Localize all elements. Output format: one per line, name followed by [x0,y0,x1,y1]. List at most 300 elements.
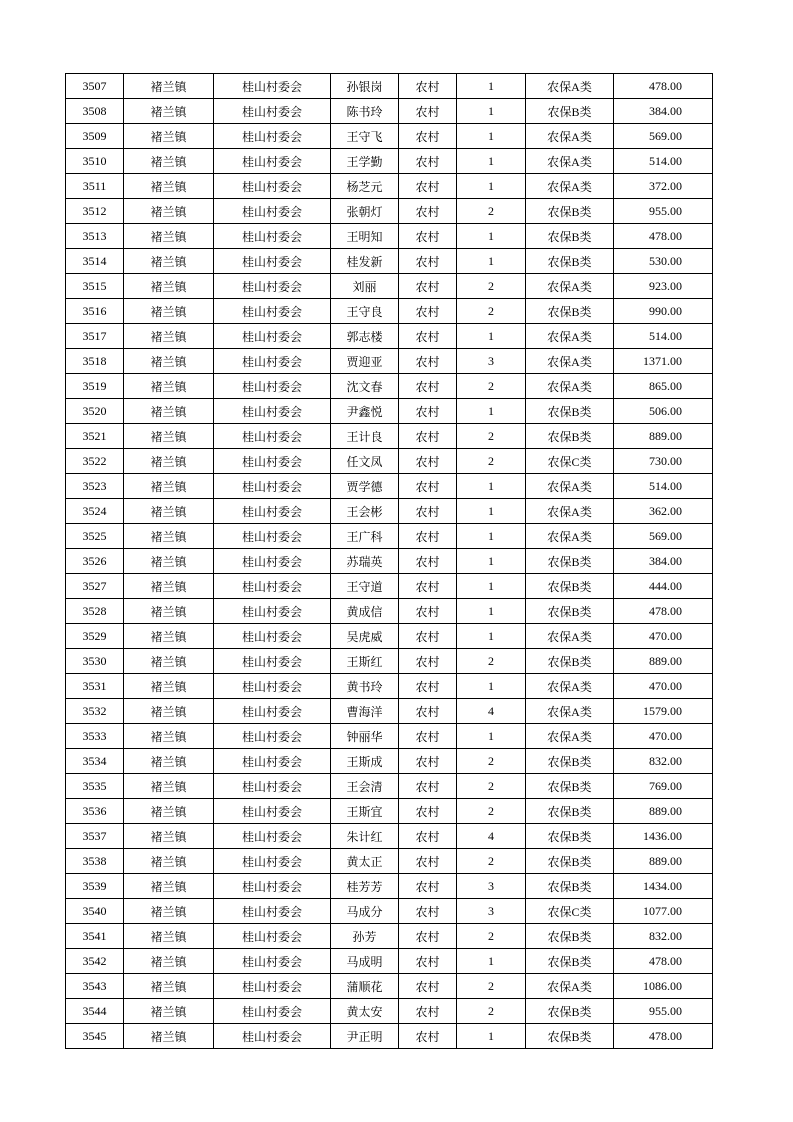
cell-amount: 889.00 [614,649,713,674]
cell-category: 农保C类 [526,449,614,474]
table-row [66,524,713,549]
cell-town: 褚兰镇 [124,174,214,199]
cell-amount: 1077.00 [614,899,713,924]
cell-village: 桂山村委会 [214,274,331,299]
cell-village: 桂山村委会 [214,874,331,899]
cell-name: 任文凤 [331,449,399,474]
cell-persons: 1 [457,574,526,599]
cell-residence: 农村 [399,824,457,849]
cell-persons: 1 [457,249,526,274]
cell-town: 褚兰镇 [124,674,214,699]
cell-residence: 农村 [399,324,457,349]
cell-persons: 1 [457,949,526,974]
cell-residence: 农村 [399,524,457,549]
table-row [66,249,713,274]
cell-category: 农保A类 [526,474,614,499]
cell-amount: 923.00 [614,274,713,299]
cell-village: 桂山村委会 [214,174,331,199]
cell-village: 桂山村委会 [214,974,331,999]
cell-amount: 478.00 [614,949,713,974]
cell-town: 褚兰镇 [124,449,214,474]
cell-persons: 1 [457,474,526,499]
cell-name: 贾迎亚 [331,349,399,374]
cell-town: 褚兰镇 [124,724,214,749]
cell-residence: 农村 [399,874,457,899]
cell-residence: 农村 [399,349,457,374]
cell-residence: 农村 [399,674,457,699]
cell-serial: 3536 [66,799,124,824]
cell-village: 桂山村委会 [214,349,331,374]
cell-category: 农保B类 [526,749,614,774]
table-row [66,399,713,424]
cell-village: 桂山村委会 [214,374,331,399]
cell-town: 褚兰镇 [124,74,214,99]
cell-town: 褚兰镇 [124,924,214,949]
cell-name: 蒲顺花 [331,974,399,999]
cell-amount: 470.00 [614,724,713,749]
cell-name: 王守飞 [331,124,399,149]
cell-category: 农保B类 [526,249,614,274]
subsidy-table [65,73,713,1049]
cell-persons: 2 [457,799,526,824]
cell-persons: 2 [457,274,526,299]
cell-persons: 1 [457,149,526,174]
table-row [66,849,713,874]
cell-village: 桂山村委会 [214,799,331,824]
cell-name: 杨芝元 [331,174,399,199]
cell-residence: 农村 [399,799,457,824]
cell-town: 褚兰镇 [124,249,214,274]
cell-village: 桂山村委会 [214,899,331,924]
cell-village: 桂山村委会 [214,224,331,249]
cell-name: 贾学德 [331,474,399,499]
cell-persons: 1 [457,124,526,149]
cell-category: 农保B类 [526,849,614,874]
table-row [66,774,713,799]
cell-category: 农保B类 [526,874,614,899]
cell-residence: 农村 [399,849,457,874]
cell-village: 桂山村委会 [214,599,331,624]
cell-serial: 3535 [66,774,124,799]
cell-persons: 1 [457,224,526,249]
cell-village: 桂山村委会 [214,649,331,674]
cell-village: 桂山村委会 [214,949,331,974]
cell-category: 农保B类 [526,574,614,599]
cell-residence: 农村 [399,424,457,449]
cell-category: 农保B类 [526,824,614,849]
cell-category: 农保A类 [526,524,614,549]
cell-category: 农保B类 [526,999,614,1024]
table-row [66,199,713,224]
cell-persons: 2 [457,974,526,999]
cell-amount: 478.00 [614,74,713,99]
cell-category: 农保C类 [526,899,614,924]
cell-persons: 1 [457,624,526,649]
cell-village: 桂山村委会 [214,199,331,224]
cell-amount: 730.00 [614,449,713,474]
cell-serial: 3522 [66,449,124,474]
cell-name: 钟丽华 [331,724,399,749]
cell-category: 农保A类 [526,374,614,399]
cell-serial: 3513 [66,224,124,249]
cell-persons: 2 [457,774,526,799]
cell-amount: 1371.00 [614,349,713,374]
cell-name: 张朝灯 [331,199,399,224]
cell-residence: 农村 [399,299,457,324]
cell-persons: 1 [457,524,526,549]
cell-name: 孙芳 [331,924,399,949]
cell-town: 褚兰镇 [124,349,214,374]
cell-category: 农保A类 [526,274,614,299]
cell-residence: 农村 [399,499,457,524]
cell-persons: 1 [457,1024,526,1049]
cell-amount: 1086.00 [614,974,713,999]
cell-village: 桂山村委会 [214,699,331,724]
cell-village: 桂山村委会 [214,299,331,324]
cell-name: 孙银岗 [331,74,399,99]
cell-name: 尹鑫悦 [331,399,399,424]
cell-serial: 3532 [66,699,124,724]
cell-town: 褚兰镇 [124,699,214,724]
cell-name: 王学勤 [331,149,399,174]
cell-amount: 865.00 [614,374,713,399]
cell-amount: 478.00 [614,599,713,624]
cell-serial: 3539 [66,874,124,899]
cell-serial: 3544 [66,999,124,1024]
cell-town: 褚兰镇 [124,999,214,1024]
cell-name: 刘丽 [331,274,399,299]
cell-serial: 3530 [66,649,124,674]
table-row [66,99,713,124]
cell-persons: 3 [457,349,526,374]
cell-amount: 362.00 [614,499,713,524]
cell-persons: 2 [457,849,526,874]
table-row [66,549,713,574]
cell-town: 褚兰镇 [124,649,214,674]
table-row [66,999,713,1024]
cell-name: 尹正明 [331,1024,399,1049]
cell-persons: 4 [457,824,526,849]
cell-residence: 农村 [399,249,457,274]
cell-serial: 3510 [66,149,124,174]
table-row [66,149,713,174]
cell-serial: 3542 [66,949,124,974]
cell-persons: 1 [457,674,526,699]
cell-town: 褚兰镇 [124,199,214,224]
cell-residence: 农村 [399,574,457,599]
table-row [66,974,713,999]
cell-residence: 农村 [399,949,457,974]
cell-category: 农保B类 [526,549,614,574]
cell-serial: 3515 [66,274,124,299]
cell-village: 桂山村委会 [214,249,331,274]
cell-serial: 3531 [66,674,124,699]
cell-serial: 3507 [66,74,124,99]
cell-category: 农保B类 [526,1024,614,1049]
cell-persons: 2 [457,924,526,949]
cell-category: 农保A类 [526,124,614,149]
cell-serial: 3518 [66,349,124,374]
cell-name: 王斯宜 [331,799,399,824]
cell-amount: 384.00 [614,549,713,574]
table-row [66,74,713,99]
cell-name: 王会彬 [331,499,399,524]
cell-town: 褚兰镇 [124,474,214,499]
table-row [66,374,713,399]
cell-amount: 514.00 [614,149,713,174]
cell-amount: 990.00 [614,299,713,324]
cell-village: 桂山村委会 [214,99,331,124]
table-row [66,224,713,249]
table-row [66,424,713,449]
cell-amount: 514.00 [614,474,713,499]
cell-persons: 2 [457,649,526,674]
cell-village: 桂山村委会 [214,724,331,749]
cell-amount: 832.00 [614,924,713,949]
table-row [66,924,713,949]
cell-residence: 农村 [399,999,457,1024]
cell-village: 桂山村委会 [214,749,331,774]
cell-village: 桂山村委会 [214,674,331,699]
cell-serial: 3524 [66,499,124,524]
cell-amount: 478.00 [614,224,713,249]
table-row [66,649,713,674]
cell-serial: 3519 [66,374,124,399]
cell-category: 农保B类 [526,924,614,949]
cell-serial: 3527 [66,574,124,599]
cell-residence: 农村 [399,399,457,424]
cell-residence: 农村 [399,99,457,124]
table-row [66,749,713,774]
cell-category: 农保A类 [526,674,614,699]
cell-residence: 农村 [399,1024,457,1049]
cell-residence: 农村 [399,599,457,624]
cell-serial: 3534 [66,749,124,774]
cell-town: 褚兰镇 [124,524,214,549]
cell-serial: 3528 [66,599,124,624]
cell-serial: 3523 [66,474,124,499]
cell-name: 王会清 [331,774,399,799]
cell-name: 黄成信 [331,599,399,624]
table-row [66,574,713,599]
cell-town: 褚兰镇 [124,424,214,449]
cell-residence: 农村 [399,549,457,574]
table-row [66,949,713,974]
cell-town: 褚兰镇 [124,99,214,124]
cell-name: 王守道 [331,574,399,599]
cell-category: 农保B类 [526,399,614,424]
cell-persons: 2 [457,749,526,774]
cell-name: 桂芳芳 [331,874,399,899]
cell-amount: 506.00 [614,399,713,424]
cell-persons: 1 [457,74,526,99]
cell-name: 王广科 [331,524,399,549]
cell-town: 褚兰镇 [124,499,214,524]
cell-residence: 农村 [399,924,457,949]
cell-name: 陈书玲 [331,99,399,124]
cell-serial: 3516 [66,299,124,324]
cell-persons: 2 [457,999,526,1024]
cell-name: 马成分 [331,899,399,924]
cell-serial: 3538 [66,849,124,874]
cell-amount: 384.00 [614,99,713,124]
cell-amount: 889.00 [614,424,713,449]
cell-residence: 农村 [399,149,457,174]
cell-persons: 3 [457,899,526,924]
cell-category: 农保A类 [526,724,614,749]
cell-residence: 农村 [399,449,457,474]
cell-village: 桂山村委会 [214,499,331,524]
cell-category: 农保A类 [526,74,614,99]
cell-residence: 农村 [399,774,457,799]
cell-village: 桂山村委会 [214,149,331,174]
cell-town: 褚兰镇 [124,274,214,299]
cell-village: 桂山村委会 [214,324,331,349]
cell-residence: 农村 [399,474,457,499]
cell-name: 吴虎威 [331,624,399,649]
cell-persons: 2 [457,374,526,399]
cell-amount: 889.00 [614,799,713,824]
cell-village: 桂山村委会 [214,774,331,799]
cell-amount: 832.00 [614,749,713,774]
cell-serial: 3508 [66,99,124,124]
cell-persons: 3 [457,874,526,899]
table-row [66,799,713,824]
cell-category: 农保B类 [526,799,614,824]
cell-amount: 372.00 [614,174,713,199]
cell-serial: 3521 [66,424,124,449]
cell-category: 农保B类 [526,774,614,799]
cell-persons: 1 [457,399,526,424]
cell-category: 农保A类 [526,349,614,374]
cell-town: 褚兰镇 [124,574,214,599]
table-row [66,274,713,299]
cell-name: 王斯成 [331,749,399,774]
cell-name: 王守良 [331,299,399,324]
cell-town: 褚兰镇 [124,399,214,424]
cell-village: 桂山村委会 [214,999,331,1024]
table-row [66,674,713,699]
cell-serial: 3512 [66,199,124,224]
cell-amount: 955.00 [614,199,713,224]
table-row [66,824,713,849]
cell-village: 桂山村委会 [214,474,331,499]
cell-serial: 3525 [66,524,124,549]
table-row [66,724,713,749]
cell-town: 褚兰镇 [124,824,214,849]
cell-persons: 2 [457,449,526,474]
cell-town: 褚兰镇 [124,774,214,799]
cell-amount: 769.00 [614,774,713,799]
cell-village: 桂山村委会 [214,624,331,649]
cell-category: 农保A类 [526,324,614,349]
table-row [66,349,713,374]
cell-town: 褚兰镇 [124,949,214,974]
table-row [66,449,713,474]
cell-amount: 1579.00 [614,699,713,724]
cell-amount: 569.00 [614,124,713,149]
cell-persons: 1 [457,499,526,524]
cell-category: 农保A类 [526,499,614,524]
cell-persons: 1 [457,99,526,124]
cell-name: 桂发新 [331,249,399,274]
cell-serial: 3533 [66,724,124,749]
cell-village: 桂山村委会 [214,1024,331,1049]
table-row [66,174,713,199]
cell-amount: 514.00 [614,324,713,349]
cell-amount: 470.00 [614,674,713,699]
cell-name: 黄太安 [331,999,399,1024]
cell-name: 曹海洋 [331,699,399,724]
cell-category: 农保A类 [526,699,614,724]
cell-persons: 1 [457,549,526,574]
cell-name: 郭志楼 [331,324,399,349]
cell-amount: 569.00 [614,524,713,549]
cell-category: 农保A类 [526,149,614,174]
cell-category: 农保B类 [526,99,614,124]
cell-amount: 1436.00 [614,824,713,849]
cell-persons: 4 [457,699,526,724]
table-row [66,1024,713,1049]
cell-residence: 农村 [399,74,457,99]
cell-name: 朱计红 [331,824,399,849]
cell-category: 农保B类 [526,424,614,449]
cell-town: 褚兰镇 [124,299,214,324]
cell-village: 桂山村委会 [214,824,331,849]
cell-persons: 2 [457,199,526,224]
cell-category: 农保B类 [526,224,614,249]
table-row [66,599,713,624]
cell-village: 桂山村委会 [214,124,331,149]
table-row [66,874,713,899]
cell-persons: 1 [457,174,526,199]
cell-name: 苏瑞英 [331,549,399,574]
cell-village: 桂山村委会 [214,849,331,874]
cell-village: 桂山村委会 [214,924,331,949]
cell-residence: 农村 [399,649,457,674]
cell-serial: 3526 [66,549,124,574]
cell-village: 桂山村委会 [214,424,331,449]
cell-village: 桂山村委会 [214,549,331,574]
table-row [66,899,713,924]
cell-town: 褚兰镇 [124,549,214,574]
cell-serial: 3511 [66,174,124,199]
cell-town: 褚兰镇 [124,599,214,624]
cell-amount: 889.00 [614,849,713,874]
cell-serial: 3529 [66,624,124,649]
cell-residence: 农村 [399,224,457,249]
cell-village: 桂山村委会 [214,524,331,549]
cell-category: 农保B类 [526,599,614,624]
cell-amount: 955.00 [614,999,713,1024]
cell-town: 褚兰镇 [124,1024,214,1049]
cell-amount: 444.00 [614,574,713,599]
cell-residence: 农村 [399,174,457,199]
cell-name: 黄太正 [331,849,399,874]
cell-category: 农保A类 [526,974,614,999]
cell-residence: 农村 [399,699,457,724]
table-row [66,699,713,724]
cell-serial: 3517 [66,324,124,349]
cell-residence: 农村 [399,724,457,749]
cell-town: 褚兰镇 [124,899,214,924]
cell-residence: 农村 [399,899,457,924]
cell-residence: 农村 [399,749,457,774]
cell-persons: 1 [457,324,526,349]
cell-residence: 农村 [399,199,457,224]
cell-persons: 1 [457,724,526,749]
cell-serial: 3509 [66,124,124,149]
